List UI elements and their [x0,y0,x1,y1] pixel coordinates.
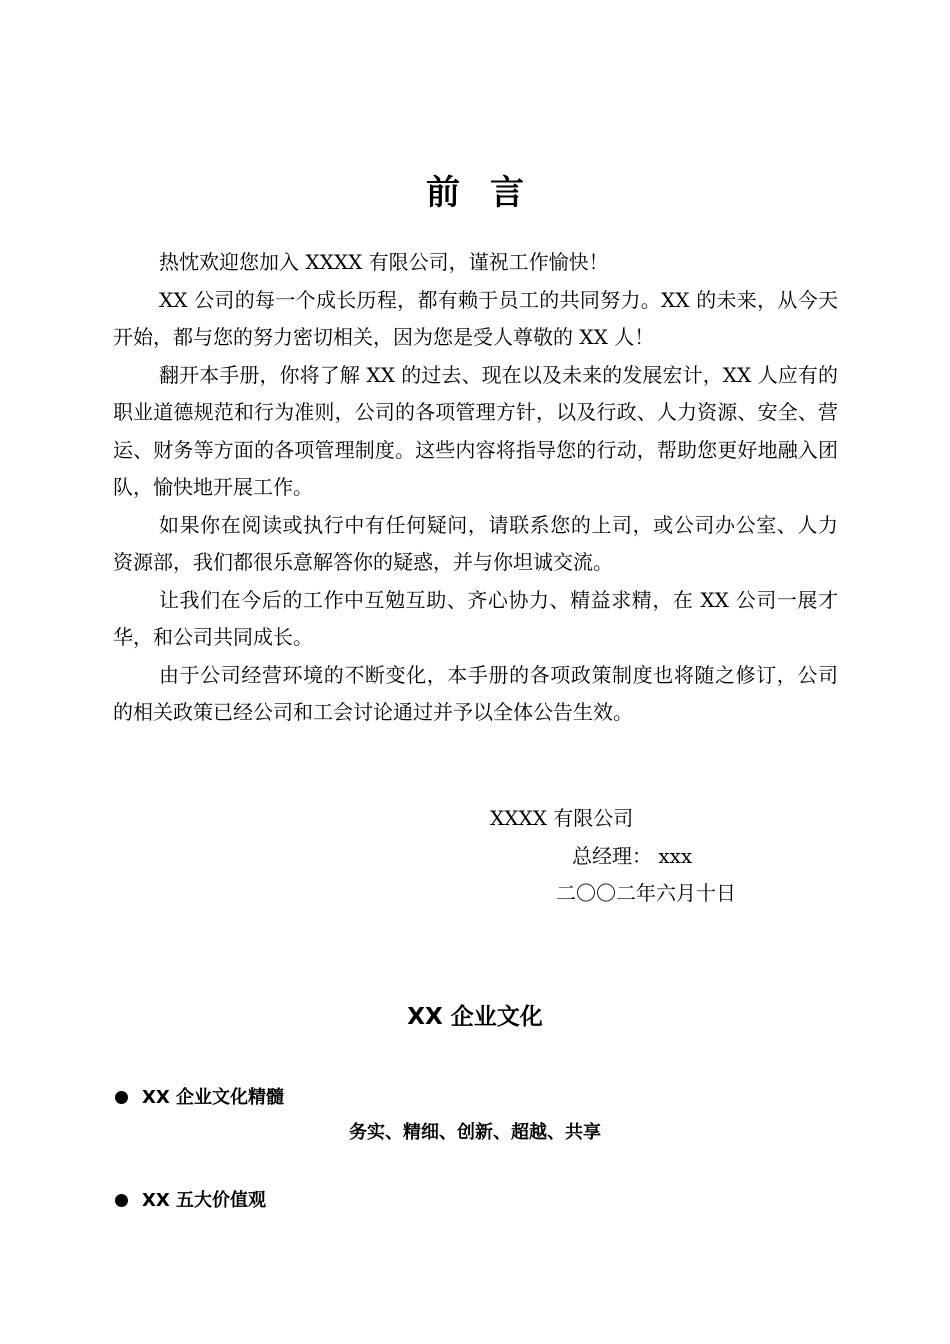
signature-company: XXXX 有限公司 [490,806,634,830]
preface-paragraph-1: 热忱欢迎您加入 XXXX 有限公司，谨祝工作愉快！ [159,250,609,274]
culture-essence-values: 务实、精细、创新、超越、共享 [349,1122,601,1143]
signature-date: 二〇〇二年六月十日 [556,881,736,905]
preface-paragraph-3: 翻开本手册，你将了解 XX 的过去、现在以及未来的发展宏计，XX 人应有的职业道德规范和行为准则，公司的各项管理方针，以及行政、人力资源、安全、营运、财务等方面的各项管理制度。这些内容将指导您的行动，帮助您更好地融入团队，愉快地开展工作。 [113,362,838,499]
preface-paragraph-5: 让我们在今后的工作中互勉互助、齐心协力、精益求精，在 XX 公司一展才华，和公司共同成长。 [113,587,838,649]
preface-paragraph-6: 由于公司经营环境的不断变化，本手册的各项政策制度也将随之修订，公司的相关政策已经公司和工会讨论通过并予以全体公告生效。 [113,662,838,724]
preface-title: 前言 [426,173,554,213]
bullet-icon [115,1194,128,1207]
culture-essence-heading-label: XX 企业文化精髓 [142,1087,285,1108]
culture-section-title: XX 企业文化 [407,1004,543,1030]
preface-paragraph-4: 如果你在阅读或执行中有任何疑问，请联系您的上司，或公司办公室、人力资源部，我们都很乐意解答你的疑惑，并与你坦诚交流。 [113,512,838,574]
culture-values-heading-label: XX 五大价值观 [142,1190,267,1211]
bullet-icon [115,1091,128,1104]
preface-body [113,244,838,732]
culture-essence-heading [115,1085,284,1111]
culture-values-heading [115,1188,266,1214]
signature-general-manager: 总经理： xxx [572,844,693,868]
preface-paragraph-2: XX 公司的每一个成长历程，都有赖于员工的共同努力。XX 的未来，从今天开始，都与您的努力密切相关，因为您是受人尊敬的 XX 人！ [113,287,838,349]
